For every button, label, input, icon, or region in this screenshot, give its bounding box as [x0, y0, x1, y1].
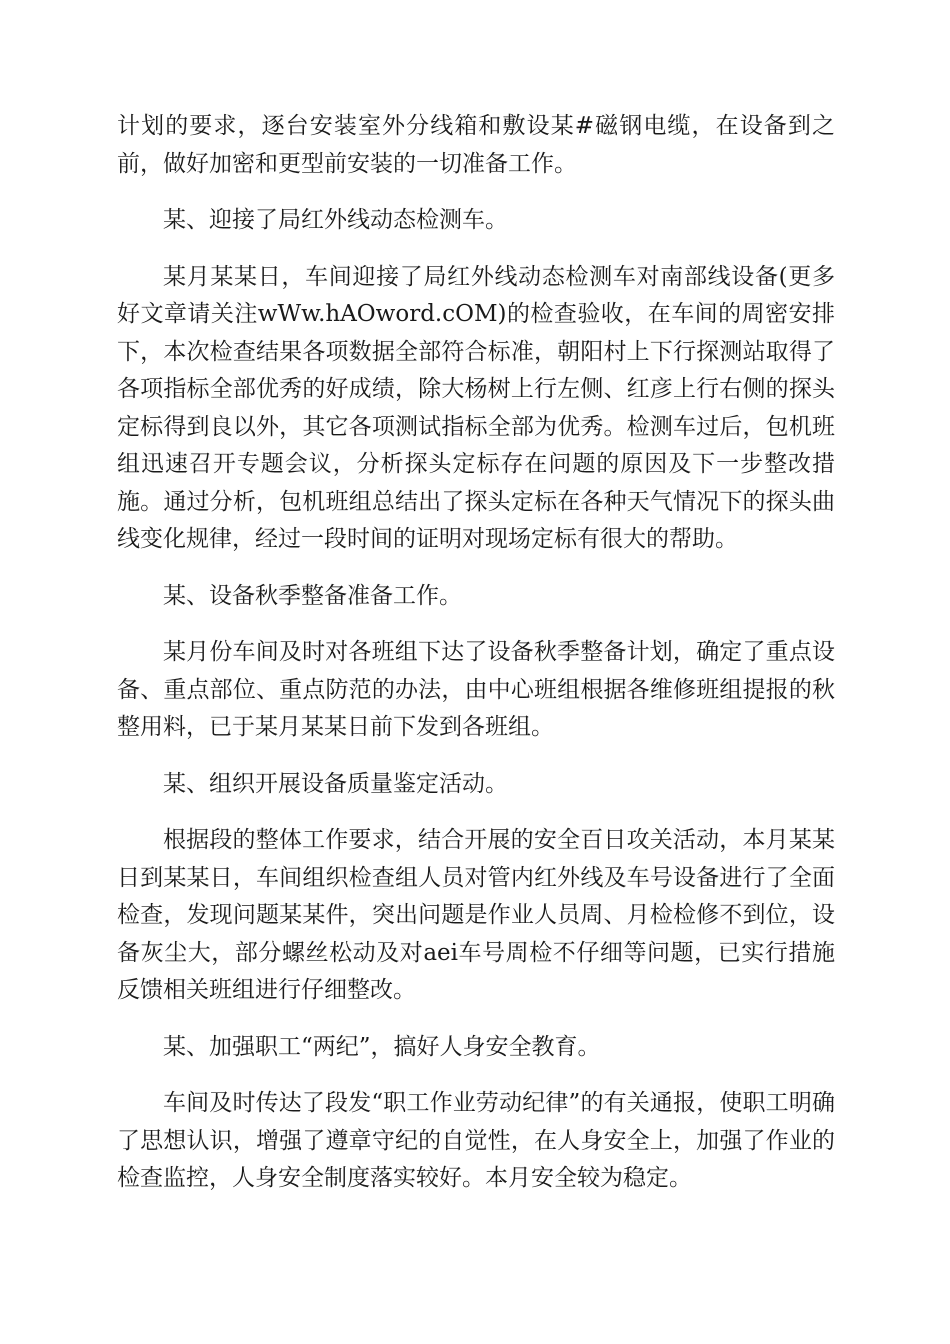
paragraph-inspection-car: 某月某某日，车间迎接了局红外线动态检测车对南部线设备(更多好文章请关注wWw.hAOword.cOM)的检查验收，在车间的周密安排下，本次检查结果各项数据全部符合标准，朝阳村上下行探测站取得了各项指标全部优秀的好成绩，除大杨树上行左侧、红彦上行右侧的探头定标得到良以外，其它各项测试指标全部为优秀。检测车过后，包机班组迅速召开专题会议，分析探头定标存在问题的原因及下一步整改措施。通过分析，包机班组总结出了探头定标在各种天气情况下的探头曲线变化规律，经过一段时间的证明对现场定标有很大的帮助。 — [117, 263, 835, 552]
section-heading-inspection-car: 某、迎接了局红外线动态检测车。 — [163, 207, 508, 233]
section-heading-quality-review: 某、组织开展设备质量鉴定活动。 — [163, 770, 508, 797]
paragraph-quality-review: 根据段的整体工作要求，结合开展的安全百日攻关活动，本月某某日到某某日，车间组织检查组人员对管内红外线及车号设备进行了全面检查，发现问题某某件，突出问题是作业人员周、月检检修不到位，设备灰尘大，部分螺丝松动及对aei车号周检不仔细等问题，已实行措施反馈相关班组进行仔细整改。 — [117, 827, 835, 1003]
document-body — [117, 108, 835, 1217]
paragraph-safety-education: 车间及时传达了段发“职工作业劳动纪律”的有关通报，使职工明确了思想认识，增强了遵章守纪的自觉性，在人身安全上，加强了作业的检查监控，人身安全制度落实较好。本月安全较为稳定。 — [117, 1090, 835, 1191]
section-heading-autumn-prep: 某、设备秋季整备准备工作。 — [163, 582, 462, 609]
section-heading-safety-education: 某、加强职工“两纪”，搞好人身安全教育。 — [163, 1033, 601, 1060]
paragraph-continuation: 计划的要求，逐台安装室外分线箱和敷设某#磁钢电缆，在设备到之前，做好加密和更型前安装的一切准备工作。 — [117, 113, 835, 177]
paragraph-autumn-prep: 某月份车间及时对各班组下达了设备秋季整备计划，确定了重点设备、重点部位、重点防范的办法，由中心班组根据各维修班组提报的秋整用料，已于某月某某日前下发到各班组。 — [117, 639, 835, 740]
